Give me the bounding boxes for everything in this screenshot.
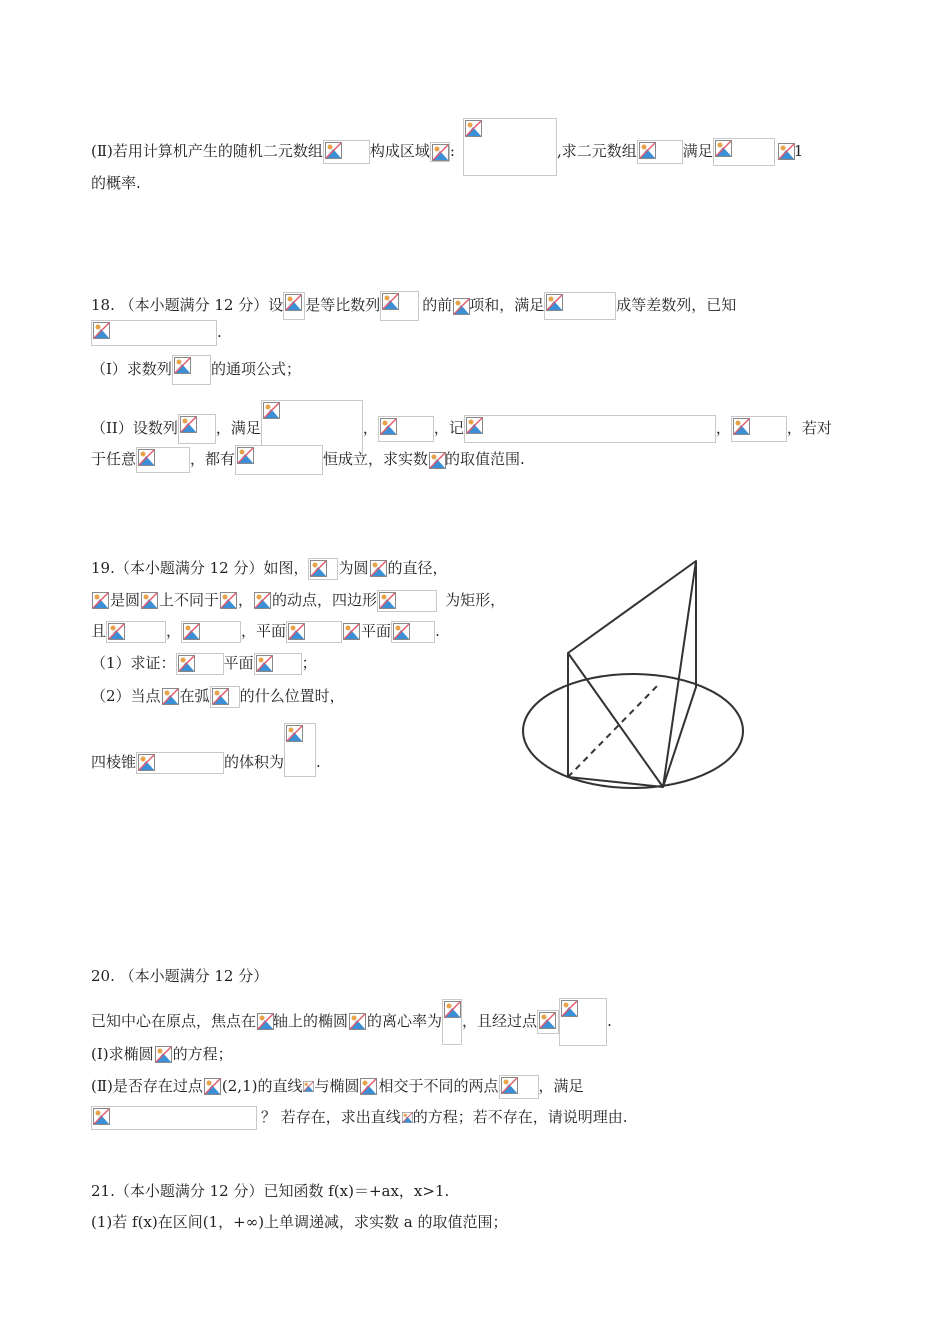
q19-line1: 19.（本小题满分 12 分）如图， 为圆 的直径， bbox=[91, 558, 448, 580]
formula-image bbox=[637, 140, 683, 164]
formula-image bbox=[308, 558, 338, 580]
formula-image bbox=[178, 414, 216, 444]
broken-image-icon bbox=[444, 1001, 461, 1018]
formula-image bbox=[323, 140, 370, 164]
formula-image bbox=[401, 1108, 413, 1128]
cylinder-pyramid-figure bbox=[520, 555, 750, 795]
broken-image-icon bbox=[360, 1078, 377, 1095]
broken-image-icon bbox=[349, 1013, 366, 1030]
broken-image-icon bbox=[138, 449, 155, 466]
broken-image-icon bbox=[501, 1077, 518, 1094]
q17-part2-line1: (Ⅱ)若用计算机产生的随机二元数组 构成区域 : ,求二元数组 满足 1 bbox=[91, 118, 803, 176]
broken-image-icon bbox=[465, 120, 482, 137]
formula-image bbox=[463, 118, 557, 176]
broken-image-icon bbox=[138, 754, 155, 771]
formula-image bbox=[369, 559, 388, 579]
broken-image-icon bbox=[325, 142, 342, 159]
broken-image-icon bbox=[108, 623, 125, 640]
formula-image bbox=[452, 297, 469, 315]
formula-image bbox=[302, 1077, 314, 1097]
formula-image bbox=[391, 621, 435, 643]
formula-image bbox=[499, 1075, 539, 1099]
formula-image bbox=[428, 451, 445, 469]
broken-image-icon bbox=[370, 560, 387, 577]
formula-image bbox=[235, 445, 323, 475]
broken-image-icon bbox=[174, 357, 191, 374]
formula-image bbox=[559, 998, 607, 1046]
broken-image-icon bbox=[402, 1109, 413, 1126]
broken-image-icon bbox=[379, 592, 396, 609]
formula-image bbox=[106, 621, 166, 643]
q20-line1: 20. （本小题满分 12 分） bbox=[91, 967, 269, 985]
broken-image-icon bbox=[93, 1108, 110, 1125]
q20-line4: (Ⅱ)是否存在过点 (2,1)的直线 与椭圆 相交于不同的两点 ，满足 bbox=[91, 1075, 584, 1099]
broken-image-icon bbox=[432, 144, 449, 161]
formula-image bbox=[442, 999, 462, 1045]
broken-image-icon bbox=[204, 1078, 221, 1095]
formula-image bbox=[176, 653, 224, 675]
broken-image-icon bbox=[393, 623, 410, 640]
formula-image bbox=[91, 591, 110, 611]
broken-image-icon bbox=[155, 1046, 172, 1063]
formula-image bbox=[210, 686, 240, 708]
broken-image-icon bbox=[162, 688, 179, 705]
q18-line4: （II）设数列 ，满足 ， ，记 ， ，若对 bbox=[91, 400, 832, 458]
formula-image bbox=[154, 1045, 173, 1065]
formula-image bbox=[777, 142, 794, 162]
formula-image bbox=[731, 416, 787, 442]
q19-line3: 且 ， ，平面 平面 . bbox=[91, 621, 440, 643]
broken-image-icon bbox=[639, 142, 656, 159]
formula-image bbox=[283, 292, 305, 320]
formula-image bbox=[140, 591, 159, 611]
q19-line5: （2）当点 在弧 的什么位置时， bbox=[91, 686, 345, 708]
q20-line5: ？ 若存在，求出直线 的方程；若不存在，请说明理由. bbox=[91, 1106, 628, 1130]
formula-image bbox=[203, 1077, 222, 1097]
formula-image bbox=[377, 590, 437, 612]
formula-image bbox=[286, 621, 342, 643]
formula-image bbox=[713, 138, 775, 166]
formula-image bbox=[254, 653, 302, 675]
q19-line6: 四棱锥 的体积为 . bbox=[91, 723, 321, 777]
broken-image-icon bbox=[286, 725, 303, 742]
broken-image-icon bbox=[715, 140, 732, 157]
broken-image-icon bbox=[178, 655, 195, 672]
broken-image-icon bbox=[285, 294, 302, 311]
broken-image-icon bbox=[212, 688, 229, 705]
formula-image bbox=[359, 1077, 378, 1097]
q19-line4: （1）求证： 平面 ； bbox=[91, 653, 317, 675]
formula-image bbox=[342, 622, 361, 642]
formula-image bbox=[380, 291, 419, 321]
formula-image bbox=[172, 355, 211, 385]
q18-line5: 于任意 ，都有 恒成立，求实数 的取值范围. bbox=[91, 445, 525, 475]
broken-image-icon bbox=[220, 592, 237, 609]
formula-image bbox=[430, 142, 450, 162]
formula-image bbox=[161, 687, 180, 707]
formula-image bbox=[253, 591, 272, 611]
formula-image bbox=[256, 1012, 273, 1032]
broken-image-icon bbox=[92, 592, 109, 609]
broken-image-icon bbox=[546, 294, 563, 311]
broken-image-icon bbox=[561, 1000, 578, 1017]
broken-image-icon bbox=[257, 1013, 274, 1030]
broken-image-icon bbox=[254, 592, 271, 609]
formula-image bbox=[464, 415, 716, 443]
q18-line2: . bbox=[91, 320, 222, 346]
broken-image-icon bbox=[263, 402, 280, 419]
broken-image-icon bbox=[539, 1012, 556, 1029]
formula-image bbox=[537, 1010, 559, 1034]
q20-line3: (Ⅰ)求椭圆 的方程； bbox=[91, 1045, 233, 1063]
q20-line2: 已知中心在原点，焦点在 轴上的椭圆 的离心率为 ，且经过点 . bbox=[91, 998, 612, 1046]
formula-image bbox=[378, 416, 434, 442]
broken-image-icon bbox=[237, 447, 254, 464]
formula-image bbox=[348, 1012, 367, 1032]
broken-image-icon bbox=[343, 623, 360, 640]
q19-line2: 是圆 上不同于 ， 的动点，四边形 为矩形， bbox=[91, 590, 505, 612]
broken-image-icon bbox=[429, 452, 446, 469]
formula-image bbox=[136, 447, 190, 473]
q21-line1: 21.（本小题满分 12 分）已知函数 f(x)＝+ax，x>1. bbox=[91, 1182, 450, 1200]
formula-image bbox=[136, 752, 224, 774]
broken-image-icon bbox=[453, 298, 470, 315]
broken-image-icon bbox=[778, 143, 795, 160]
q18-line1: 18. （本小题满分 12 分）设 是等比数列 的前 项和，满足 成等差数列，已知 bbox=[91, 291, 736, 321]
broken-image-icon bbox=[93, 322, 110, 339]
broken-image-icon bbox=[466, 417, 483, 434]
broken-image-icon bbox=[183, 623, 200, 640]
formula-image bbox=[91, 320, 217, 346]
formula-image bbox=[544, 292, 616, 320]
q17-part2-line2: 的概率. bbox=[91, 174, 141, 192]
broken-image-icon bbox=[380, 418, 397, 435]
broken-image-icon bbox=[180, 416, 197, 433]
formula-image bbox=[219, 591, 238, 611]
broken-image-icon bbox=[303, 1078, 314, 1095]
broken-image-icon bbox=[310, 560, 327, 577]
formula-image bbox=[181, 621, 241, 643]
broken-image-icon bbox=[256, 655, 273, 672]
broken-image-icon bbox=[288, 623, 305, 640]
q21-line2: (1)若 f(x)在区间(1，+∞)上单调递减，求实数 a 的取值范围； bbox=[91, 1213, 508, 1231]
q18-line3: （I）求数列 的通项公式； bbox=[91, 355, 301, 385]
broken-image-icon bbox=[141, 592, 158, 609]
formula-image bbox=[91, 1106, 257, 1130]
broken-image-icon bbox=[382, 293, 399, 310]
broken-image-icon bbox=[733, 418, 750, 435]
formula-image bbox=[284, 723, 316, 777]
